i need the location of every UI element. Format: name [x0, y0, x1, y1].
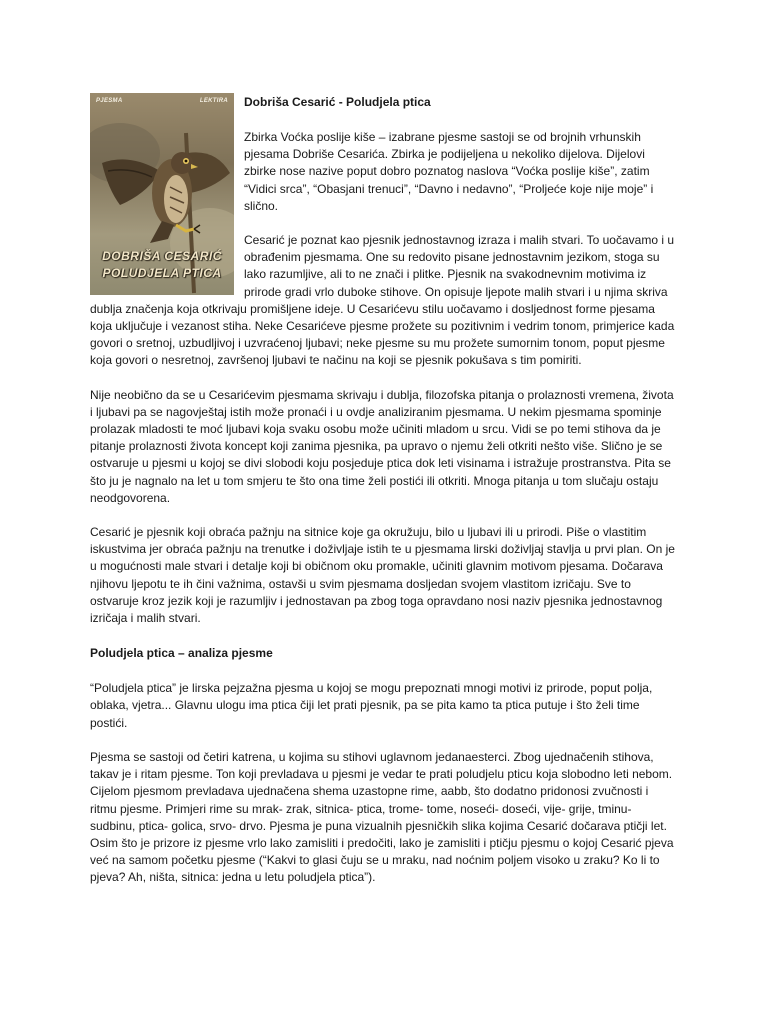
cover-tag-left: PJESMA: [96, 98, 123, 104]
paragraph-6: Pjesma se sastoji od četiri katrena, u kojima su stihovi uglavnom jedanaesterci. Zbog ujednačenih stihova, takav je i ritam pjesme. Ton koji prevladava u pjesmi je vedar te prati poludjelu pticu koja slobodno leti nebom. Cijelom pjesmom prevladava ujednačena shema uzastopne rime, aabb, što dodatno pridonosi zvučnosti i ritmu pjesme. Primjeri rime su mrak- zrak, sitnica- ptica, trome- tome, noseći- doseći, vije- grije, tminu- sudbinu, ptica- golica, srvo- drvo. Pjesma je puna vizualnih pjesničkih slika kojima Cesarić dočarava ptičji let. Osim što je prizore iz pjesme vrlo lako zamisliti i predočiti, lako je zamisliti i ptičju pjesmu o kojoj Cesarić pjeva već na samom početku pjesme (“Kakvi to glasi čuju se u mraku, nad noćnim poljem visoko u zraku? Ko li to pjeva? Ah, ništa, sitnica: jedna u letu poludjela ptica”).: [90, 749, 674, 885]
cover-author: DOBRIŠA CESARIĆ: [102, 249, 222, 263]
paragraph-4: Cesarić je pjesnik koji obraća pažnju na sitnice koje ga okružuju, bilo u ljubavi ili u prirodi. Piše o vlastitim iskustvima jer obraća pažnju na trenutke i doživljaje istih te u pjesmama lirski doživljaj stavlja u prvi plan. On je u mogućnosti male stvari i detalje koji bi običnom oku promakle, učiniti glavnim motivom pjesama. Dočarava njihovu ljepotu te ih čini važnima, ostavši u svim pjesmama dosljedan svojem vlastitom izričaju. Sve to ostvaruje kroz jezik koji je razumljiv i jednostavan pa zbog toga opravdano nosi naziv pjesnika jednostavnog izričaja i malih stvari.: [90, 525, 675, 626]
book-cover-image: [90, 93, 234, 295]
paragraph-1: Zbirka Voćka poslije kiše – izabrane pjesme sastoji se od brojnih vrhunskih pjesama Dobriše Cesarića. Zbirka je podijeljena u nekoliko dijelova. Dijelovi zbirke nose nazive poput dobro poznatog naslova “Voćka poslije kiše”, zatim “Vidici srca”, “Obasjani trenuci”, “Davno i nedavno”, “Proljeće koje nije moje” i slično.: [244, 130, 654, 213]
section-heading: Poludjela ptica – analiza pjesme: [90, 646, 273, 661]
paragraph-5: “Poludjela ptica” je lirska pejzažna pjesma u kojoj se mogu prepoznati mnogi motivi iz prirode, poput polja, oblaka, vjetra... Glavnu ulogu ima ptica čiji let prati pjesnik, pa se pita kamo ta ptica putuje i što želi time postići.: [90, 681, 653, 730]
cover-tag-right: LEKTIRA: [199, 98, 228, 104]
bird-illustration-icon: [90, 93, 234, 295]
document-title: Dobriša Cesarić - Poludjela ptica: [244, 95, 431, 109]
paragraph-2: Cesarić je poznat kao pjesnik jednostavnog izraza i malih stvari. To uočavamo i u obrađenim pjesmama. One su redovito pisane jednostavnim jezikom, stoga su lako razumljive, ali to ne znači i plitke. Pjesnik na svakodnevnim motivima iz prirode gradi vrlo duboke stihove. On opisuje ljepote malih stvari i u njima skriva dublja značenja koja otkrivaju promišljene ideje. U Cesarićevu stilu uočavamo i dosljednost forme pjesama koja uključuje i vezanost stiha. Neke Cesarićeve pjesme prožete su pozitivnim i vedrim tonom, primjerice kada govori o sretnoj, uzbudljivoj i uzvraćenoj ljubavi; neke pjesme su mu prožete sumornim tonom, poput pjesme koja govori o nesretnoj, završenoj ljubavi te načinu na koji se pjesnik pokušava s tim pomiriti.: [90, 233, 675, 368]
paragraph-3: Nije neobično da se u Cesarićevim pjesmama skrivaju i dublja, filozofska pitanja o prolaznosti vremena, života i ljubavi pa se nagovještaj istih može pronaći i u ovdje analiziranim pjesmama. U nekim pjesmama spominje prolazak mladosti te moć ljubavi koja svaku osobu može učiniti mladom u srcu. Vidi se po temi stihova da je pitanje prolaznosti života koncept koji zanima pjesnika, pa upravo o njemu želi otkriti nešto više. Slično je se ostvaruje u pjesmi u kojoj se divi slobodi koju posjeduje ptica dok leti visinama i istražuje prostranstva. Pita se što ju je nagnalo na let u tom smjeru te što ona time želi postići ili otkriti. Mnoga pitanja u tom slučaju ostaju neodgovorena.: [90, 387, 674, 505]
document-page: [90, 93, 678, 904]
cover-title: POLUDJELA PTICA: [102, 266, 222, 280]
